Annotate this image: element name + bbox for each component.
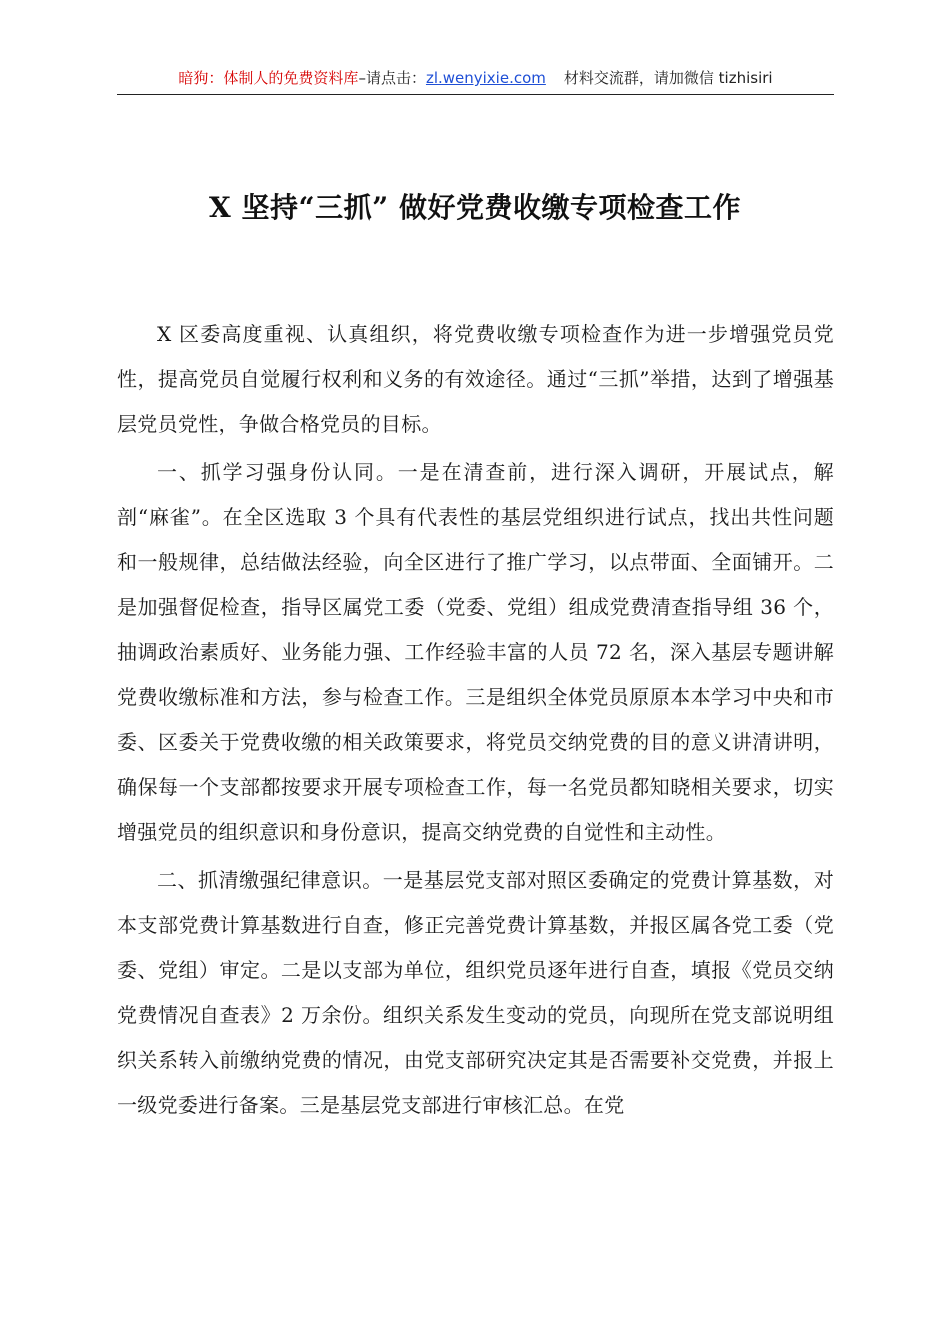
page-header [117, 66, 834, 95]
paragraph-intro: X 区委高度重视、认真组织，将党费收缴专项检查作为进一步增强党员党性，提高党员自觉履行权利和义务的有效途径。通过“三抓”举措，达到了增强基层党员党性，争做合格党员的目标。 [117, 322, 834, 436]
header-contact: 材料交流群，请加微信 tizhisiri [563, 69, 773, 87]
paragraph-section-1: 一、抓学习强身份认同。一是在清查前，进行深入调研，开展试点，解剖“麻雀”。在全区选取 3 个具有代表性的基层党组织进行试点，找出共性问题和一般规律，总结做法经验，向全区进行了推广学习，以点带面、全面铺开。二是加强督促检查，指导区属党工委（党委、党组）组成党费清查指导组 36 个，抽调政治素质好、业务能力强、工作经验丰富的人员 72 名，深入基层专题讲解党费收缴标准和方法，参与检查工作。三是组织全体党员原原本本学习中央和市委、区委关于党费收缴的相关政策要求，将党员交纳党费的目的意义讲清讲明，确保每一个支部都按要求开展专项检查工作，每一名党员都知晓相关要求，切实增强党员的组织意识和身份意识，提高交纳党费的自觉性和主动性。 [117, 460, 834, 844]
header-link[interactable]: zl.wenyixie.com [425, 69, 546, 87]
document-title: X 坚持“三抓” 做好党费收缴专项检查工作 [209, 191, 741, 224]
document-body [117, 312, 834, 1128]
header-prompt: –请点击： [358, 69, 426, 87]
header-brand: 暗狗：体制人的免费资料库 [178, 69, 359, 87]
paragraph-section-2: 二、抓清缴强纪律意识。一是基层党支部对照区委确定的党费计算基数，对本支部党费计算基数进行自查，修正完善党费计算基数，并报区属各党工委（党委、党组）审定。二是以支部为单位，组织党员逐年进行自查，填报《党员交纳党费情况自查表》2 万余份。组织关系发生变动的党员，向现所在党支部说明组织关系转入前缴纳党费的情况，由党支部研究决定其是否需要补交党费，并报上一级党委进行备案。三是基层党支部进行审核汇总。在党 [117, 868, 834, 1117]
